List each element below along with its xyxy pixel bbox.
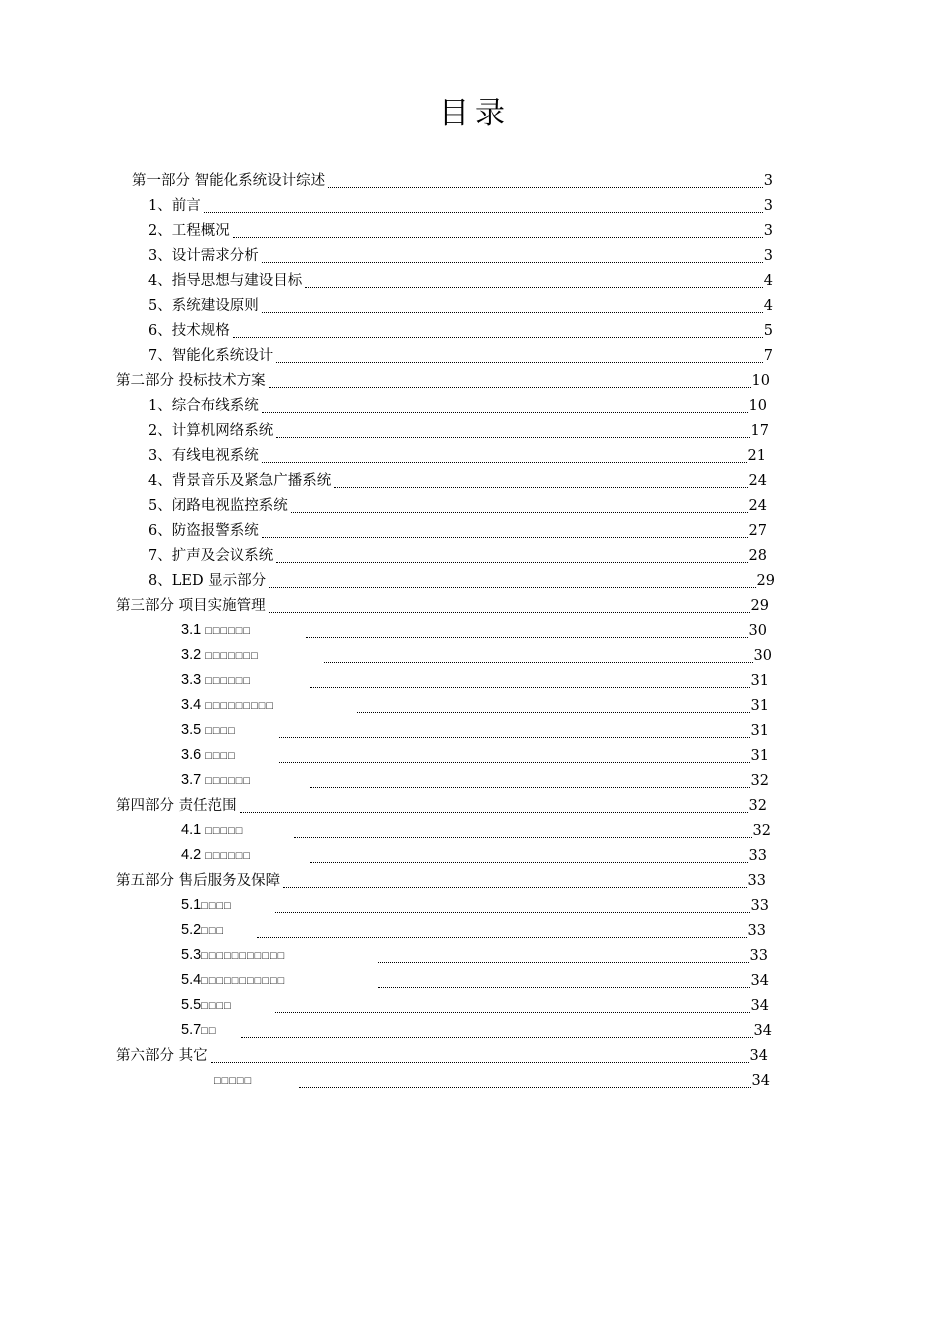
toc-entry-label: 第五部分 售后服务及保障 [116,873,281,889]
toc-entry-page: 33 [748,848,767,864]
toc-entry-label: 3.2 □□□□□□□ [181,647,259,663]
toc-entry-label: 1、综合布线系统 [148,398,259,414]
toc-subentry[interactable] [181,1018,772,1040]
toc-entry-label: 5.5□□□□ [181,997,232,1013]
toc-entry-label: 3.1 □□□□□□ [181,622,252,638]
toc-entry-label: 5.3□□□□□□□□□□□ [181,947,286,963]
toc-entry-page: 10 [748,398,767,414]
dot-leader [276,548,747,563]
toc-entry[interactable] [148,568,775,590]
toc-entry-page: 24 [748,473,767,489]
dot-leader [233,223,763,238]
toc-entry-label: 5.4□□□□□□□□□□□ [181,972,286,988]
toc-entry-label: 3.3 □□□□□□ [181,672,252,688]
toc-entry-label: 7、扩声及会议系统 [148,548,274,564]
toc-entry[interactable] [148,193,773,215]
toc-entry-page: 32 [750,773,769,789]
dot-leader [299,1073,750,1088]
toc-entry-page: 24 [748,498,767,514]
toc-entry-page: 28 [748,548,767,564]
toc-entry-label: 4.1 □□□□□ [181,822,244,838]
toc-entry-label: 第三部分 项目实施管理 [116,598,266,614]
toc-entry-page: 7 [763,348,773,364]
toc-entry-label: 4、背景音乐及紧急广播系统 [148,473,332,489]
toc-entry-page: 34 [750,973,769,989]
toc-entry-page: 34 [751,1073,770,1089]
dot-leader [279,723,750,738]
toc-entry-label: 4、指导思想与建设目标 [148,273,303,289]
toc-entry-label: 5.1□□□□ [181,897,232,913]
dot-leader [269,573,755,588]
toc-subentry[interactable] [181,693,769,715]
page-title: 目录 [439,96,511,131]
toc-entry[interactable] [148,393,767,415]
toc-entry-label: 第一部分 智能化系统设计综述 [132,173,326,189]
dot-leader [262,248,763,263]
toc-entry-page: 34 [750,998,769,1014]
toc-entry[interactable] [132,168,773,190]
toc-entry[interactable] [148,468,767,490]
toc-entry-page: 31 [750,673,769,689]
toc-entry-page: 5 [763,323,773,339]
toc-entry-page: 34 [753,1023,772,1039]
dot-leader [204,198,763,213]
dot-leader [378,973,749,988]
toc-entry-label: 3.6 □□□□ [181,747,236,763]
toc-entry-page: 31 [750,723,769,739]
toc-entry-page: 4 [763,298,773,314]
toc-subentry[interactable] [181,818,771,840]
dot-leader [241,1023,752,1038]
dot-leader [257,923,746,938]
toc-entry-page: 33 [750,898,769,914]
toc-entry-page: 32 [752,823,771,839]
dot-leader [262,298,763,313]
toc-entry-page: 3 [763,173,773,189]
toc-subentry[interactable] [181,718,769,740]
toc-entry-label: 2、计算机网络系统 [148,423,274,439]
toc-entry-page: 27 [748,523,767,539]
dot-leader [262,523,748,538]
toc-entry-label: 3.5 □□□□ [181,722,236,738]
toc-entry[interactable] [148,243,773,265]
toc-entry-label: 3、有线电视系统 [148,448,259,464]
toc-entry-label: 6、技术规格 [148,323,230,339]
dot-leader [240,798,748,813]
dot-leader [306,623,747,638]
dot-leader [276,423,749,438]
toc-subentry[interactable] [181,843,767,865]
dot-leader [262,398,748,413]
toc-subentry[interactable] [181,618,767,640]
dot-leader [276,348,763,363]
dot-leader [275,998,750,1013]
dot-leader [328,173,763,188]
toc-entry[interactable] [148,218,773,240]
toc-subentry[interactable] [181,893,769,915]
dot-leader [294,823,751,838]
toc-entry-label: 2、工程概况 [148,223,230,239]
toc-entry[interactable] [116,593,769,615]
toc-entry-page: 30 [753,648,772,664]
toc-subentry[interactable] [181,943,768,965]
toc-entry[interactable] [148,268,773,290]
toc-entry-page: 32 [748,798,767,814]
toc-entry-page: 17 [750,423,769,439]
toc-entry[interactable] [148,343,773,365]
toc-entry-label: 8、LED 显示部分 [148,573,267,589]
toc-entry-page: 31 [750,748,769,764]
toc-entry[interactable] [148,518,767,540]
dot-leader [310,773,749,788]
dot-leader [262,448,747,463]
dot-leader [305,273,763,288]
toc-entry-label: 4.2 □□□□□□ [181,847,252,863]
toc-entry-label: 7、智能化系统设计 [148,348,274,364]
dot-leader [269,373,751,388]
dot-leader [233,323,763,338]
dot-leader [269,598,750,613]
toc-entry-label: 第四部分 责任范围 [116,798,237,814]
toc-entry-label: 5.2□□□ [181,922,225,938]
toc-entry-page: 33 [749,948,768,964]
toc-entry-label: 6、防盗报警系统 [148,523,259,539]
toc-entry-label: 1、前言 [148,198,201,214]
toc-entry[interactable] [116,1043,768,1065]
dot-leader [324,648,753,663]
toc-entry-label: 第二部分 投标技术方案 [116,373,266,389]
toc-entry[interactable] [148,318,773,340]
dot-leader [334,473,747,488]
toc-entry-page: 10 [751,373,770,389]
dot-leader [275,898,750,913]
toc-entry-label: 5、系统建设原则 [148,298,259,314]
toc-entry-page: 29 [756,573,775,589]
toc-entry-page: 31 [750,698,769,714]
toc-entry-label: 5、闭路电视监控系统 [148,498,288,514]
toc-entry-page: 33 [747,873,766,889]
toc-entry[interactable] [148,543,767,565]
toc-entry[interactable] [116,868,766,890]
dot-leader [279,748,750,763]
toc-entry-page: 3 [763,198,773,214]
toc-entry-page: 29 [750,598,769,614]
toc-subentry[interactable] [181,918,766,940]
dot-leader [357,698,750,713]
toc-entry-page: 3 [763,248,773,264]
toc-entry-page: 21 [747,448,766,464]
toc-entry[interactable] [116,368,770,390]
dot-leader [310,848,747,863]
toc-subentry[interactable] [214,1068,770,1090]
toc-entry[interactable] [148,418,769,440]
toc-entry[interactable] [148,443,766,465]
dot-leader [310,673,749,688]
toc-subentry[interactable] [181,643,772,665]
toc-entry-label: 3.4 □□□□□□□□□ [181,697,274,713]
toc-subentry[interactable] [181,968,769,990]
toc-entry-page: 33 [747,923,766,939]
dot-leader [291,498,748,513]
toc-entry[interactable] [116,793,767,815]
toc-entry-label: □□□□□ [214,1075,253,1087]
toc-subentry[interactable] [181,668,769,690]
dot-leader [211,1048,749,1063]
toc-entry[interactable] [148,493,767,515]
dot-leader [283,873,746,888]
toc-entry-label: 3、设计需求分析 [148,248,259,264]
toc-subentry[interactable] [181,993,769,1015]
toc-subentry[interactable] [181,743,769,765]
toc-entry-page: 34 [749,1048,768,1064]
toc-entry-page: 4 [763,273,773,289]
toc-entry[interactable] [148,293,773,315]
toc-entry-label: 第六部分 其它 [116,1048,208,1064]
dot-leader [378,948,748,963]
toc-entry-page: 30 [748,623,767,639]
toc-entry-label: 5.7□□ [181,1022,217,1038]
toc-subentry[interactable] [181,768,769,790]
toc-entry-label: 3.7 □□□□□□ [181,772,252,788]
toc-entry-page: 3 [763,223,773,239]
